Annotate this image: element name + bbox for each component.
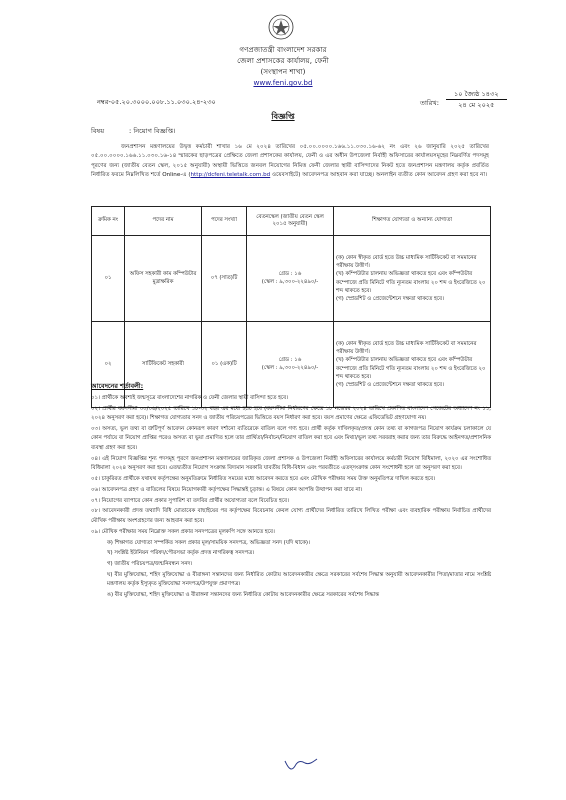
document-sub-item: গ) জাতীয় পরিচয়পত্র/জন্মনিবন্ধন সনদ।	[107, 561, 193, 568]
subject-label: বিষয়	[91, 127, 105, 135]
date-english: ২৪ মে ২০২৫	[458, 101, 495, 109]
signature-mark	[283, 756, 319, 772]
condition-item: ০৬। আবেদনপত্র গ্রহণ ও বাতিলের বিষয়ে নিয়োগকারী কর্তৃপক্ষের সিদ্ধান্তই চূড়ান্ত। এ বিষয়ে কোন আপত্তি উত্থাপন করা যাবে না।	[91, 486, 363, 493]
subject-line	[91, 125, 176, 137]
table-row	[92, 236, 491, 322]
row-serial: ০১	[92, 236, 125, 322]
condition-item: ০৫। চাকুরিরত প্রার্থীকে যথাযথ কর্তৃপক্ষের অনুমতিক্রমে নির্ধারিত সময়ের মধ্যে আবেদন করতে হবে এবং মৌখিক পরীক্ষার সময় উক্ত অনুমতিপত্র দাখিল করতে হবে।	[91, 475, 436, 482]
condition-item: ০৯। মৌখিক পরীক্ষার সময় নিম্নোক্ত সকল প্রকার সনদপত্রের মূলকপি সঙ্গে আনতে হবে।	[91, 528, 275, 535]
document-sub-item: ঙ) বীর মুক্তিযোদ্ধা, শহিদ মুক্তিযোদ্ধা ও বীরাঙ্গনা সন্তানদের জন্য নির্ধারিত কোটায় আবেদনকারীর ক্ষেত্রে সরকারের সর্বশেষ সিদ্ধান্ত	[107, 592, 379, 599]
qualification-b: (খ) কম্পিউটার চালনায় অভিজ্ঞতা থাকতে হবে এবং কম্পিউটার কম্পোজে প্রতি মিনিটে গতি ন্যূনতম বাংলায় ২০ শব্দ ও ইংরেজিতে ২০ শব্দ থাকতে হবে।	[336, 357, 486, 380]
condition-item: ০১। প্রার্থীকে অবশ্যই জন্মসূত্রে বাংলাদেশের নাগরিক ও ফেনী জেলার স্থায়ী বাসিন্দা হতে হবে।	[91, 395, 289, 401]
condition-item: ০৭। নিয়োগের ব্যাপারে কোন প্রকার সুপারিশ বা তদবির প্রার্থীর অযোগ্যতা বলে বিবেচিত হবে।	[91, 497, 289, 504]
row-serial: ০২	[92, 322, 125, 408]
document-sub-item: খ) সংশ্লিষ্ট ইউনিয়ন পরিষদ/পৌরসভা কর্তৃক প্রদত্ত নাগরিকত্ব সনদপত্র।	[107, 550, 255, 557]
col-post-count: পদের সংখ্যা	[202, 207, 247, 236]
qualification-a: (ক) কোন স্বীকৃত বোর্ড হতে উচ্চ মাধ্যমিক সার্টিফিকেট বা সমমানের পরীক্ষায় উত্তীর্ণ।	[336, 254, 477, 270]
date-bangla: ১০ জ্যৈষ্ঠ ১৪৩২	[446, 89, 507, 100]
condition-item: ০৪। এই নিয়োগ বিজ্ঞপ্তির শূন্য পদসমূহ পূরণে জনপ্রশাসন মন্ত্রণালয়ের জারিকৃত জেলা প্রশাসক ও উপজেলা নির্বাহী অফিসারের কার্যালয়ে কর্মচারী নিয়োগ বিধিমালা, ২০২০ এর সংশোধিত বিধিমালা ২০২৪ অনুসরণ করা হবে। এতদ্ব্যতীত নিয়োগ সংক্রান্ত বিদ্যমান সরকারি যাবতীয় বিধি-বিধান এবং পরবর্তীতে এতদ্সংক্রান্ত কোন সংশোধনী হলে তা অনুসরণ করা হবে।	[91, 455, 491, 471]
intro-text-2: ওয়েবসাইটে) আবেদনপত্র আহবান করা যাচ্ছে। অনলাইন ব্যতীত কোন আবেদন গ্রহণ করা হবে না।	[270, 172, 488, 179]
col-serial: ক্রমিক নং	[92, 207, 125, 236]
intro-text-1: জনপ্রশাসন মন্ত্রণালয়ের উদ্বৃত্ত কর্মচারী শাখার ১৬ মে ২০২৪ তারিখের ০৫.০০.০০০০.১৬৬.১১.০৩০.১৬-৬২ নং এবং ২৬ জানুয়ারি ২০২৫ তারিখের ০৫.০০.০০০০.১৬৬.১১.০৩০.১৬-১৪ স্মারকের ছাড়পত্রের প্রেক্ষিতে জেলা প্রশাসকের কার্যালয়, ফেনী ও এর অধীন উপজেলা নির্বাহী অফিসারের কার্যালয়সমূহের নিম্নবর্ণিত পদসমূহ পূরণের জন্য (জাতীয় বেতন স্কেল, ২০১৫ অনুযায়ী) অস্থায়ী ভিত্তিতে জনবল নিয়োগের নিমিত্ত ফেনী জেলার স্থায়ী বাসিন্দাদের নিকট হতে জনপ্রশাসন মন্ত্রণালয় কর্তৃক প্রবর্তিত নির্ধারিত ফরমে নিম্নলিখিত শর্তে Online-এ (	[91, 144, 489, 179]
qualification-a: (ক) কোন স্বীকৃত বোর্ড হতে উচ্চ মাধ্যমিক সার্টিফিকেট বা সমমানের পরীক্ষায় উত্তীর্ণ।	[336, 340, 477, 356]
row-scale: (স্কেল : ৯,৩০০-২২৪৯০/-	[261, 364, 319, 371]
letterhead	[0, 44, 566, 88]
row-scale: (স্কেল : ৯,৩০০-২২৪৯০/-	[261, 278, 319, 285]
website-link[interactable]: www.feni.gov.bd	[253, 78, 313, 87]
govt-name: গণপ্রজাতন্ত্রী বাংলাদেশ সরকার	[239, 45, 327, 54]
document-sub-item: ঘ) বীর মুক্তিযোদ্ধা, শহিদ মুক্তিযোদ্ধা ও বীরাঙ্গনা সন্তানদের জন্য নির্ধারিত কোটায় আবেদনকারীর ক্ষেত্রে সরকারের সর্বশেষ সিদ্ধান্ত অনুযায়ী আবেদনকারীর পিতা/মাতার নামে সংশ্লিষ্ট মন্ত্রণালয় কর্তৃক ইস্যুকৃত মুক্তিযোদ্ধা সনদপত্র/উপযুক্ত প্রমাণপত্র।	[107, 572, 491, 588]
notice-title: বিজ্ঞপ্তি	[271, 112, 295, 121]
application-link[interactable]: http://dcfeni.teletalk.com.bd	[190, 172, 271, 179]
row-pay-scale	[247, 236, 334, 322]
qualification-c: (গ) স্প্রেডশিট ও প্রেজেন্টেশনে দক্ষতা থাকতে হবে।	[336, 381, 444, 388]
condition-item: ০২। প্রার্থীর বয়সসীমা ৩০/০৬/২০২৫ তারিখে ১৮-৩২ বছর এর মধ্যে হতে হবে (বয়সসীমা নির্ধারণের ক্ষেত্রে ১৮ নভেম্বর ২০২৪ তারিখে প্রকাশিত বাংলাদেশ গেজেটের অধ্যাদেশ নং ১১, ২০২৪ অনুসরণ করা হবে)। শিক্ষাগত যোগ্যতার সনদ ও জাতীয় পরিচয়পত্রের ভিত্তিতে বয়স নির্ধারণ করা হবে। বয়স প্রমাণের ক্ষেত্রে এফিডেভিট গ্রহণযোগ্য নয়।	[91, 405, 491, 422]
conditions-list	[91, 394, 491, 602]
col-qualification: শিক্ষাগত যোগ্যতা ও অন্যান্য যোগ্যতা	[334, 207, 491, 236]
date-label: তারিখ:	[420, 99, 439, 107]
col-post-name: পদের নাম	[125, 207, 202, 236]
qualification-b: (খ) কম্পিউটার চালনায় অভিজ্ঞতা থাকতে হবে এবং কম্পিউটার কম্পোজে প্রতি মিনিটে গতি ন্যূনতম বাংলায় ২০ শব্দ ও ইংরেজিতে ২০ শব্দ থাকতে হবে।	[336, 271, 486, 294]
qualification-c: (গ) স্প্রেডশিট ও প্রেজেন্টেশনে দক্ষতা থাকতে হবে।	[336, 295, 444, 302]
conditions-title: আবেদনের শর্তাবলী:	[91, 382, 144, 390]
col-pay-scale: বেতনস্কেল (জাতীয় বেতন স্কেল ২০১৫ অনুযায়ী)	[247, 207, 334, 236]
posts-table	[91, 206, 491, 408]
subject-text: : নিয়োগ বিজ্ঞপ্তি।	[129, 127, 176, 135]
section-name: (সংস্থাপন শাখা)	[260, 67, 306, 76]
intro-paragraph	[91, 143, 489, 181]
document-sub-item: ক) শিক্ষাগত যোগ্যতা সম্পর্কিত সকল প্রকার মূল/সাময়িক সনদপত্র, অভিজ্ঞতা সনদ (যদি থাকে)।	[107, 539, 310, 546]
government-seal-icon	[267, 13, 295, 41]
condition-item: ০৩। অসত্য, ভুল তথ্য বা ত্রুটিপূর্ণ আবেদন কোনরূপ কারণ দর্শানো ব্যতিরেকে বাতিল বলে গণ্য হবে। প্রার্থী কর্তৃক দাখিলকৃত/প্রদত্ত কোন তথ্য বা কাগজপত্র নিয়োগ কার্যক্রম চলাকালে যে কোন পর্যায়ে বা নিয়োগ প্রাপ্তির পরেও অসত্য বা ভুয়া প্রমাণিত হলে তার প্রার্থিতা/নির্বাচন/নিয়োগ বাতিল করা হবে এবং মিথ্যা/ভুল তথ্য সরবরাহ করার জন্য তার বিরুদ্ধে আইনগত/প্রশাসনিক ব্যবস্থা গ্রহণ করা হবে।	[91, 426, 491, 451]
row-post-name: অফিস সহকারী কাম কম্পিউটার মুদ্রাক্ষরিক	[125, 236, 202, 322]
row-grade: গ্রেড : ১৬	[278, 270, 302, 277]
row-post-count: ০১ (এক)টি	[202, 322, 247, 408]
row-qualification	[334, 236, 491, 322]
date-block	[446, 89, 507, 110]
row-post-name: সার্টিফিকেট সহকারী	[125, 322, 202, 408]
office-name: জেলা প্রশাসকের কার্যালয়, ফেনী	[237, 56, 329, 65]
memo-number: নম্বর-০৫.২০.৩০০০.০০৮.১১.০৩০.২৪-২৩০	[97, 98, 216, 106]
table-header-row	[92, 207, 491, 236]
row-post-count: ০৭ (সাত)টি	[202, 236, 247, 322]
condition-item: ০৮। আবেদনকারী প্রদত্ত তথ্যাদি বিধি মোতাবেক বাছাইয়ের পর কর্তৃপক্ষের বিবেচনায় কেবল যোগ্য প্রার্থীদের নির্ধারিত তারিখে লিখিত পরীক্ষা এবং ব্যবহারিক পরীক্ষায় নির্বাচিত প্রার্থীদের মৌখিক পরীক্ষায় অংশগ্রহণের জন্য আহবান করা হবে।	[91, 508, 491, 524]
row-grade: গ্রেড : ১৬	[278, 356, 302, 363]
